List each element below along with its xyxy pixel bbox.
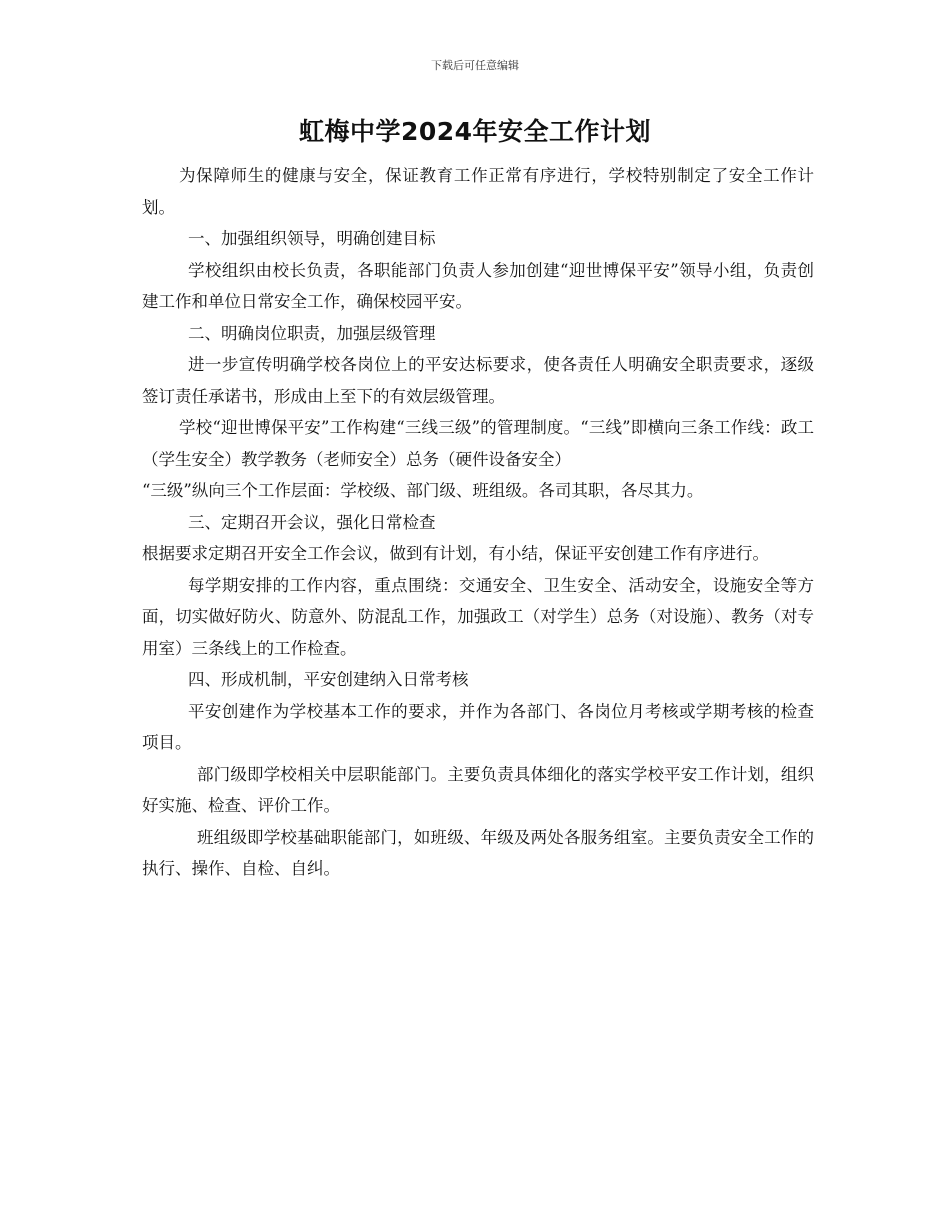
paragraph-intro: 为保障师生的健康与安全，保证教育工作正常有序进行，学校特别制定了安全工作计划。 (142, 166, 814, 217)
paragraph-class-level: 班组级即学校基础职能部门，如班级、年级及两处各服务组室。主要负责安全工作的执行、操作、自检、自纠。 (142, 827, 814, 878)
paragraph-section-4: 平安创建作为学校基本工作的要求，并作为各部门、各岗位月考核或学期考核的检查项目。 (142, 701, 814, 752)
paragraph-section-3: 根据要求定期召开安全工作会议，做到有计划，有小结，保证平安创建工作有序进行。 (142, 544, 769, 563)
section-heading-2: 二、明确岗位职责，加强层级管理 (188, 323, 436, 343)
paragraph-section-2: 进一步宣传明确学校各岗位上的平安达标要求，使各责任人明确安全职责要求，逐级签订责任承诺书，形成由上至下的有效层级管理。 (142, 355, 814, 406)
paragraph-section-1: 学校组织由校长负责，各职能部门负责人参加创建“迎世博保平安”领导小组，负责创建工作和单位日常安全工作，确保校园平安。 (142, 260, 814, 311)
document-title: 虹梅中学2024年安全工作计划 (298, 117, 652, 146)
paragraph-three-lines: 学校“迎世博保平安”工作构建“三线三级”的管理制度。“三线”即横向三条工作线：政工（学生安全）教学教务（老师安全）总务（硬件设备安全） (142, 418, 814, 469)
section-heading-3: 三、定期召开会议，强化日常检查 (188, 512, 436, 532)
paragraph-department-level: 部门级即学校相关中层职能部门。主要负责具体细化的落实学校平安工作计划，组织好实施、检查、评价工作。 (142, 764, 814, 815)
section-heading-1: 一、加强组织领导，明确创建目标 (188, 229, 436, 248)
paragraph-three-levels: “三级”纵向三个工作层面：学校级、部门级、班组级。各司其职，各尽其力。 (142, 481, 704, 500)
paragraph-semester-work: 每学期安排的工作内容，重点围绕：交通安全、卫生安全、活动安全，设施安全等方面，切实做好防火、防意外、防混乱工作，加强政工（对学生）总务（对设施）、教务（对专用室）三条线上的工作检查。 (142, 575, 814, 658)
document-body (142, 160, 814, 885)
header-note: 下载后可任意编辑 (431, 59, 519, 72)
section-heading-4: 四、形成机制，平安创建纳入日常考核 (188, 670, 469, 689)
